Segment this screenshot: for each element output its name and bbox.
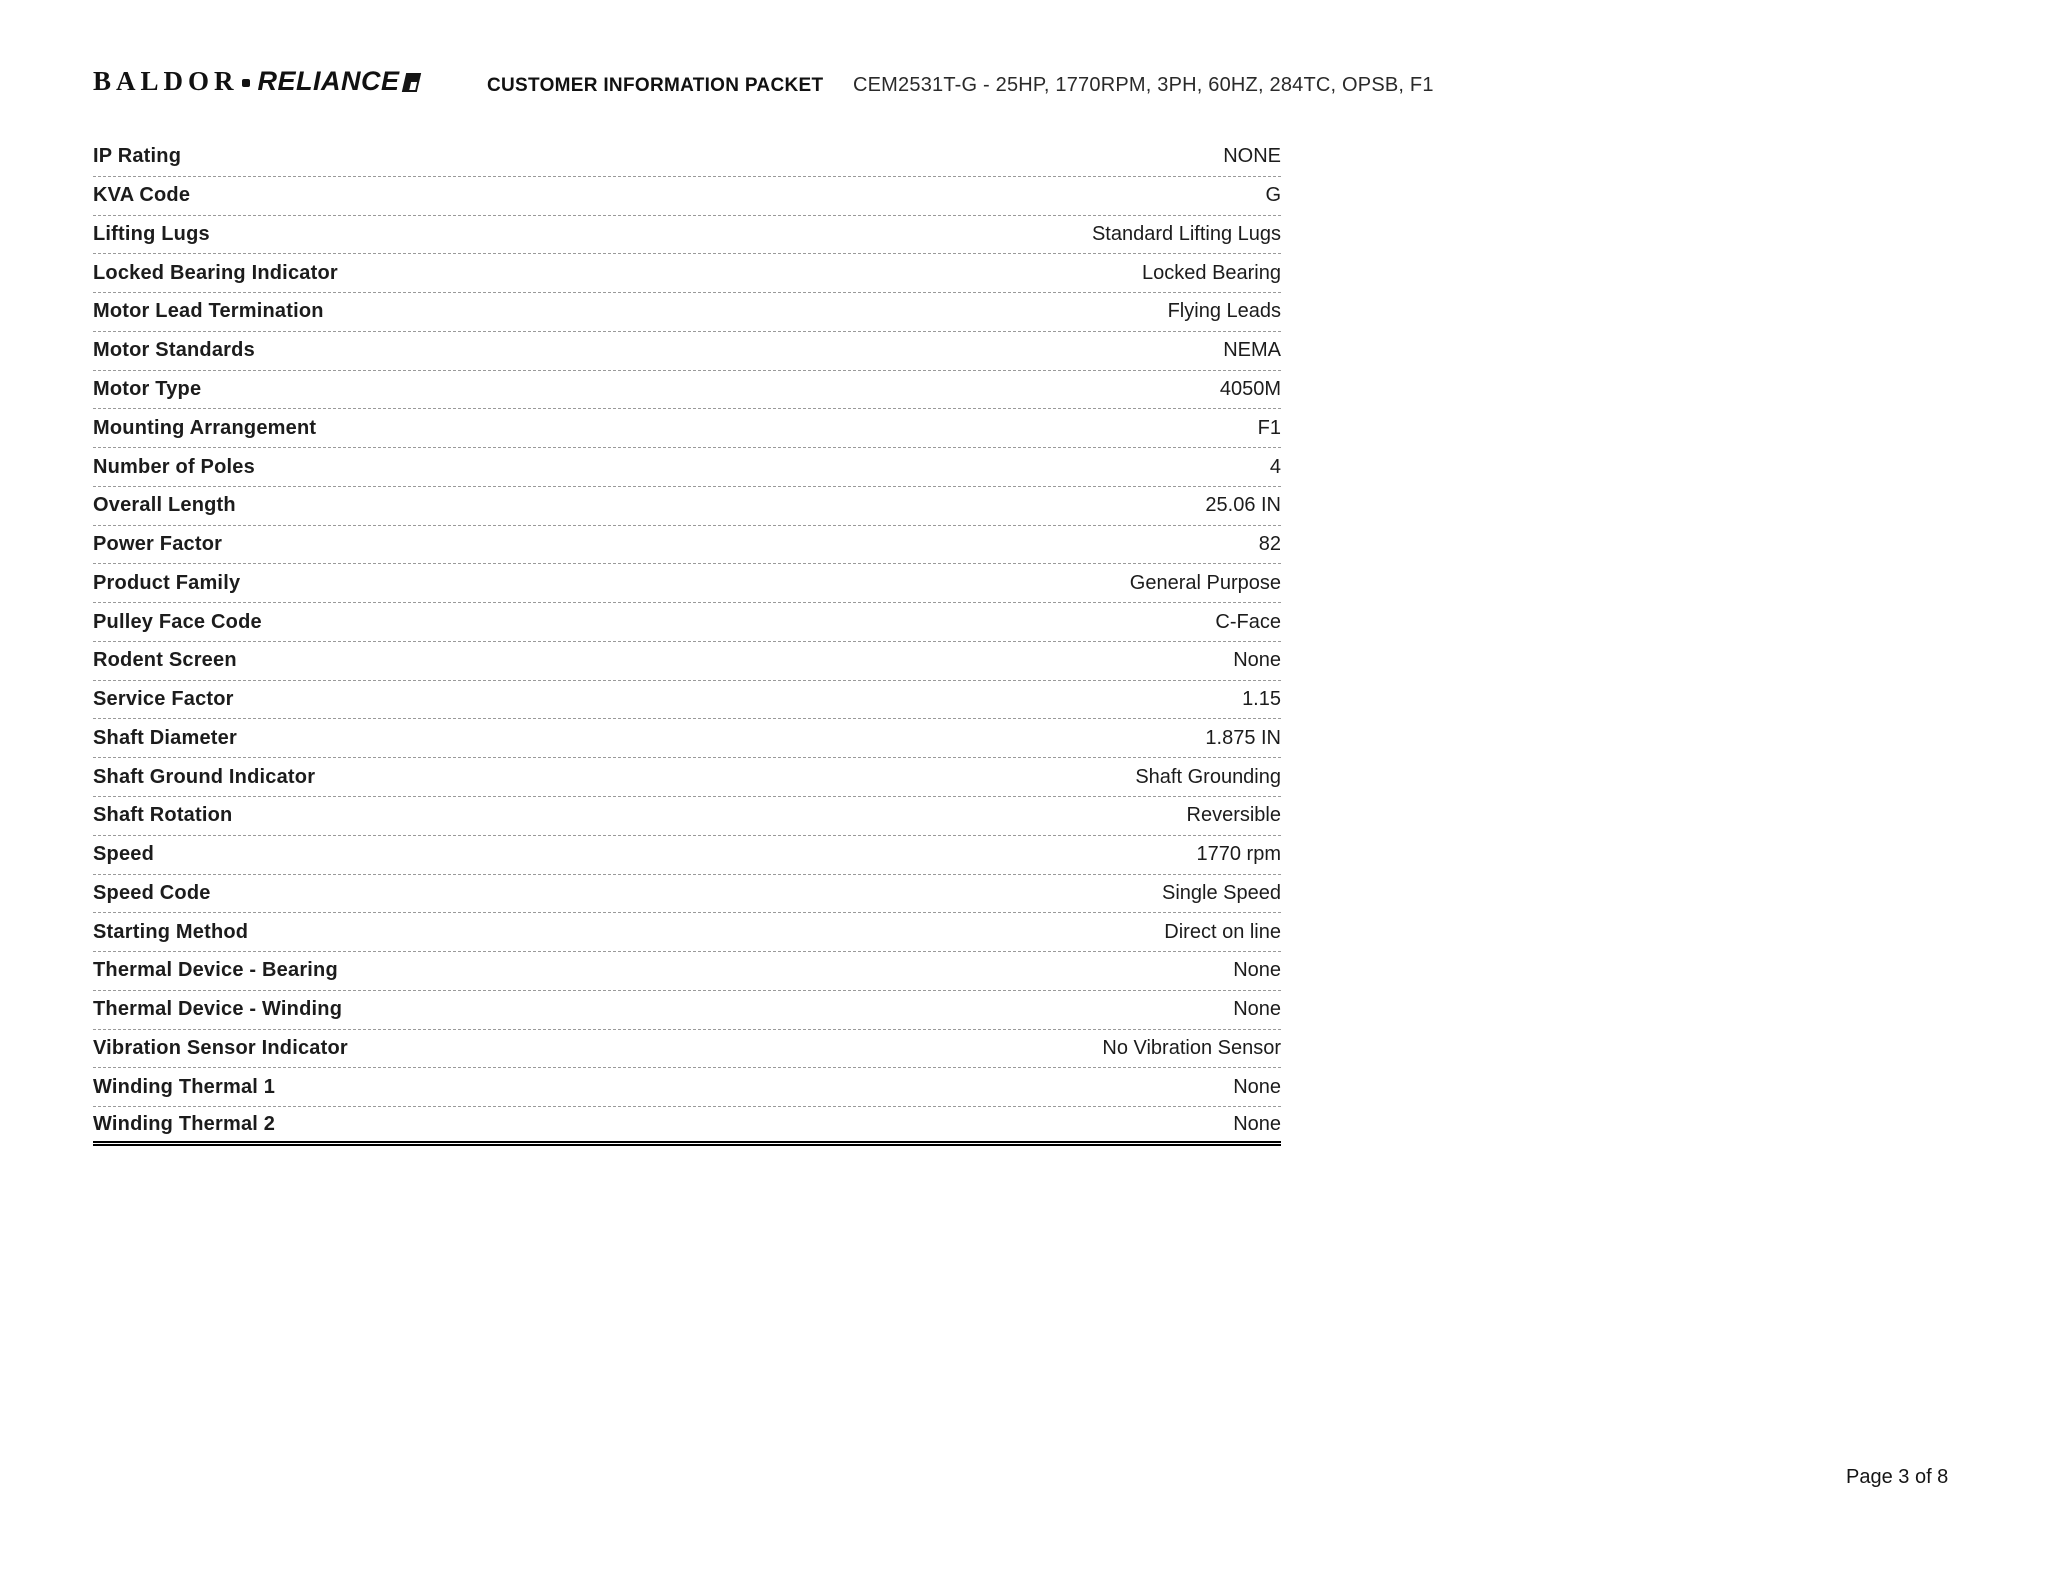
spec-label: Thermal Device - Winding bbox=[93, 998, 343, 1021]
product-spec-line: CEM2531T-G - 25HP, 1770RPM, 3PH, 60HZ, 284TC, OPSB, F1 bbox=[853, 74, 1434, 96]
spec-value: No Vibration Sensor bbox=[1102, 1036, 1281, 1059]
spec-row bbox=[93, 487, 1281, 526]
spec-value: NEMA bbox=[1223, 339, 1281, 362]
spec-value: None bbox=[1233, 649, 1281, 672]
baldor-reliance-logo bbox=[93, 68, 419, 95]
spec-row bbox=[93, 952, 1281, 991]
spec-row bbox=[93, 836, 1281, 875]
spec-value: NONE bbox=[1223, 145, 1281, 168]
spec-row bbox=[93, 216, 1281, 255]
spec-row bbox=[93, 564, 1281, 603]
spec-label: Product Family bbox=[93, 571, 241, 594]
spec-row bbox=[93, 293, 1281, 332]
spec-value: Single Speed bbox=[1162, 881, 1281, 904]
spec-value: G bbox=[1265, 184, 1281, 207]
spec-label: Vibration Sensor Indicator bbox=[93, 1036, 348, 1059]
spec-value: Reversible bbox=[1186, 804, 1281, 827]
logo-mark-notch bbox=[409, 82, 417, 90]
spec-label: Winding Thermal 2 bbox=[93, 1112, 276, 1135]
logo-dot-separator-icon bbox=[242, 79, 250, 87]
spec-label: IP Rating bbox=[93, 145, 182, 168]
spec-row bbox=[93, 138, 1281, 177]
document-title: CUSTOMER INFORMATION PACKET bbox=[487, 75, 824, 96]
spec-row bbox=[93, 758, 1281, 797]
spec-label: Mounting Arrangement bbox=[93, 416, 317, 439]
spec-row bbox=[93, 719, 1281, 758]
spec-label: Shaft Diameter bbox=[93, 726, 237, 749]
spec-value: 1.15 bbox=[1242, 688, 1281, 711]
spec-label: Motor Standards bbox=[93, 339, 255, 362]
spec-value: 82 bbox=[1258, 533, 1281, 556]
reliance-wordmark: RELIANCE bbox=[257, 66, 400, 96]
spec-label: Rodent Screen bbox=[93, 649, 237, 672]
spec-label: KVA Code bbox=[93, 184, 191, 207]
baldor-wordmark: BALDOR bbox=[93, 66, 239, 96]
spec-row bbox=[93, 371, 1281, 410]
spec-value: F1 bbox=[1257, 416, 1281, 439]
spec-value: Direct on line bbox=[1164, 920, 1281, 943]
spec-label: Shaft Rotation bbox=[93, 804, 233, 827]
document-header bbox=[93, 66, 1593, 100]
spec-row bbox=[93, 603, 1281, 642]
spec-value: Standard Lifting Lugs bbox=[1091, 222, 1281, 245]
spec-row bbox=[93, 332, 1281, 371]
spec-value: 1770 rpm bbox=[1196, 843, 1281, 866]
page-indicator: Page 3 of 8 bbox=[1846, 1466, 1949, 1488]
spec-table bbox=[93, 138, 1281, 1146]
spec-label: Overall Length bbox=[93, 494, 236, 517]
spec-label: Speed Code bbox=[93, 881, 211, 904]
spec-row bbox=[93, 448, 1281, 487]
spec-row bbox=[93, 681, 1281, 720]
spec-label: Lifting Lugs bbox=[93, 222, 210, 245]
spec-value: 4 bbox=[1269, 455, 1281, 478]
spec-value: 1.875 IN bbox=[1205, 726, 1281, 749]
spec-label: Shaft Ground Indicator bbox=[93, 765, 316, 788]
spec-value: Locked Bearing bbox=[1142, 261, 1281, 284]
spec-value: 25.06 IN bbox=[1205, 494, 1281, 517]
spec-row bbox=[93, 409, 1281, 448]
spec-label: Starting Method bbox=[93, 920, 249, 943]
spec-value: None bbox=[1233, 959, 1281, 982]
spec-value: Shaft Grounding bbox=[1135, 765, 1281, 788]
spec-row bbox=[93, 177, 1281, 216]
reliance-logo-mark-icon bbox=[401, 73, 420, 92]
spec-label: Speed bbox=[93, 843, 155, 866]
spec-value: C-Face bbox=[1215, 610, 1281, 633]
spec-row bbox=[93, 1107, 1281, 1146]
spec-value: None bbox=[1233, 998, 1281, 1021]
spec-value: None bbox=[1233, 1112, 1281, 1135]
spec-row bbox=[93, 642, 1281, 681]
spec-row bbox=[93, 254, 1281, 293]
spec-label: Power Factor bbox=[93, 533, 223, 556]
spec-row bbox=[93, 1030, 1281, 1069]
spec-row bbox=[93, 1068, 1281, 1107]
spec-label: Winding Thermal 1 bbox=[93, 1075, 276, 1098]
spec-row bbox=[93, 991, 1281, 1030]
spec-label: Locked Bearing Indicator bbox=[93, 261, 338, 284]
spec-row bbox=[93, 526, 1281, 565]
spec-label: Motor Lead Termination bbox=[93, 300, 324, 323]
spec-value: General Purpose bbox=[1129, 571, 1281, 594]
spec-label: Number of Poles bbox=[93, 455, 255, 478]
spec-value: Flying Leads bbox=[1167, 300, 1281, 323]
spec-row bbox=[93, 875, 1281, 914]
spec-label: Service Factor bbox=[93, 688, 234, 711]
spec-label: Thermal Device - Bearing bbox=[93, 959, 338, 982]
spec-label: Pulley Face Code bbox=[93, 610, 262, 633]
spec-row bbox=[93, 797, 1281, 836]
spec-row bbox=[93, 913, 1281, 952]
spec-value: 4050M bbox=[1219, 377, 1281, 400]
spec-value: None bbox=[1233, 1075, 1281, 1098]
spec-label: Motor Type bbox=[93, 377, 202, 400]
